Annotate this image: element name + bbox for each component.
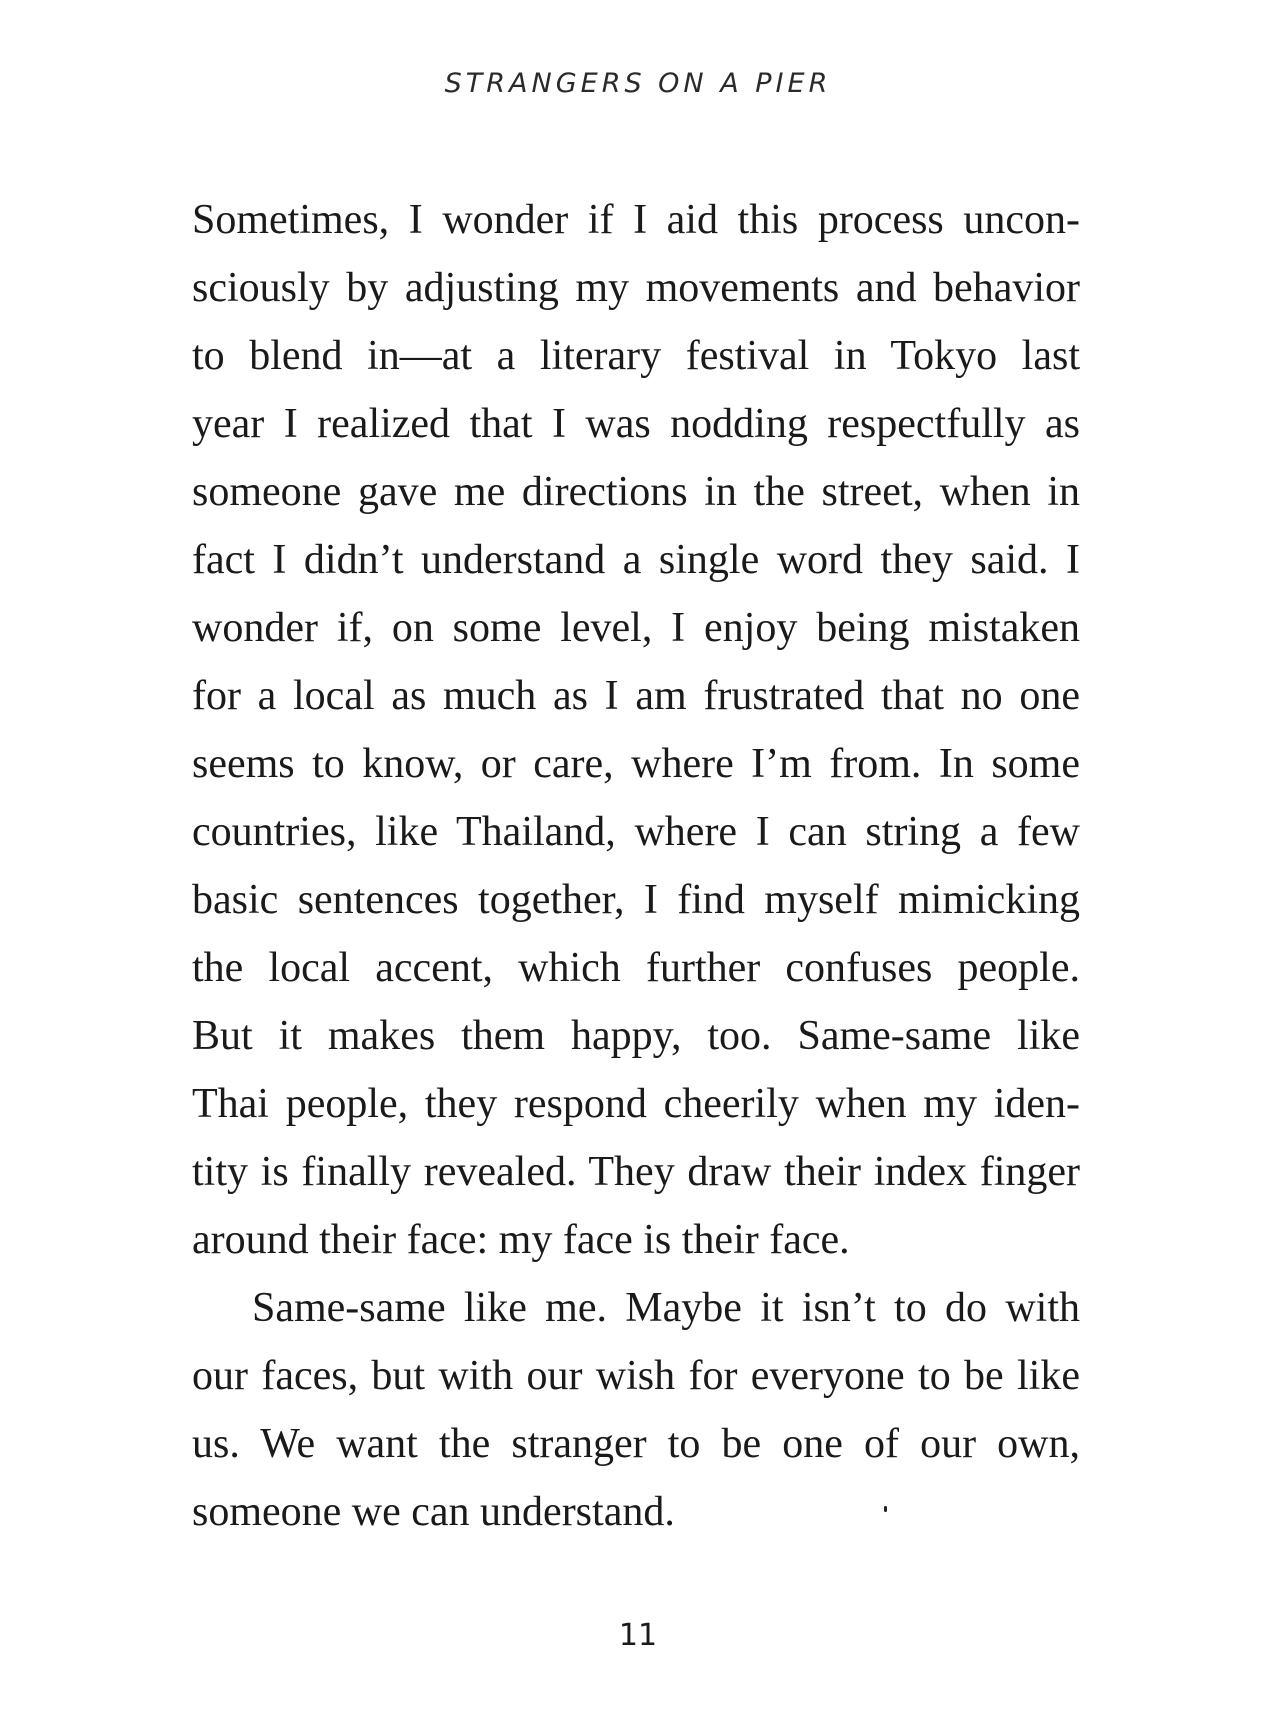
text-line: But it makes them happy, too. Same-same like xyxy=(192,1013,1080,1059)
running-head-title: STRANGERS ON A PIER xyxy=(444,68,832,99)
text-line: year I realized that I was nodding respectfully as xyxy=(192,401,1080,447)
scan-speck xyxy=(884,1506,887,1512)
page-number: 11 xyxy=(618,1618,658,1653)
text-line: basic sentences together, I find myself mimicking xyxy=(192,877,1080,923)
text-line: someone we can understand. xyxy=(192,1489,675,1535)
text-line: wonder if, on some level, I enjoy being mistaken xyxy=(192,605,1080,651)
text-line: to blend in—at a literary festival in Tokyo last xyxy=(192,333,1080,379)
text-line: our faces, but with our wish for everyone to be like xyxy=(192,1353,1080,1399)
text-line: Sometimes, I wonder if I aid this process uncon- xyxy=(192,197,1080,243)
text-line: the local accent, which further confuses people. xyxy=(192,945,1080,991)
text-line: seems to know, or care, where I’m from. In some xyxy=(192,741,1080,787)
text-line: around their face: my face is their face. xyxy=(192,1217,850,1263)
text-line: us. We want the stranger to be one of our own, xyxy=(192,1421,1080,1467)
body-text xyxy=(192,186,1080,1546)
text-line: sciously by adjusting my movements and behavior xyxy=(192,265,1080,311)
text-line: Same-same like me. Maybe it isn’t to do with xyxy=(252,1285,1080,1331)
paragraph-1 xyxy=(192,186,1080,1274)
text-line: fact I didn’t understand a single word they said. I xyxy=(192,537,1080,583)
text-line: someone gave me directions in the street, when in xyxy=(192,469,1080,515)
text-line: Thai people, they respond cheerily when my iden- xyxy=(192,1081,1080,1127)
text-line: tity is finally revealed. They draw their index finger xyxy=(192,1149,1080,1195)
paragraph-2 xyxy=(192,1274,1080,1546)
text-line: countries, like Thailand, where I can string a few xyxy=(192,809,1080,855)
text-line: for a local as much as I am frustrated that no one xyxy=(192,673,1080,719)
